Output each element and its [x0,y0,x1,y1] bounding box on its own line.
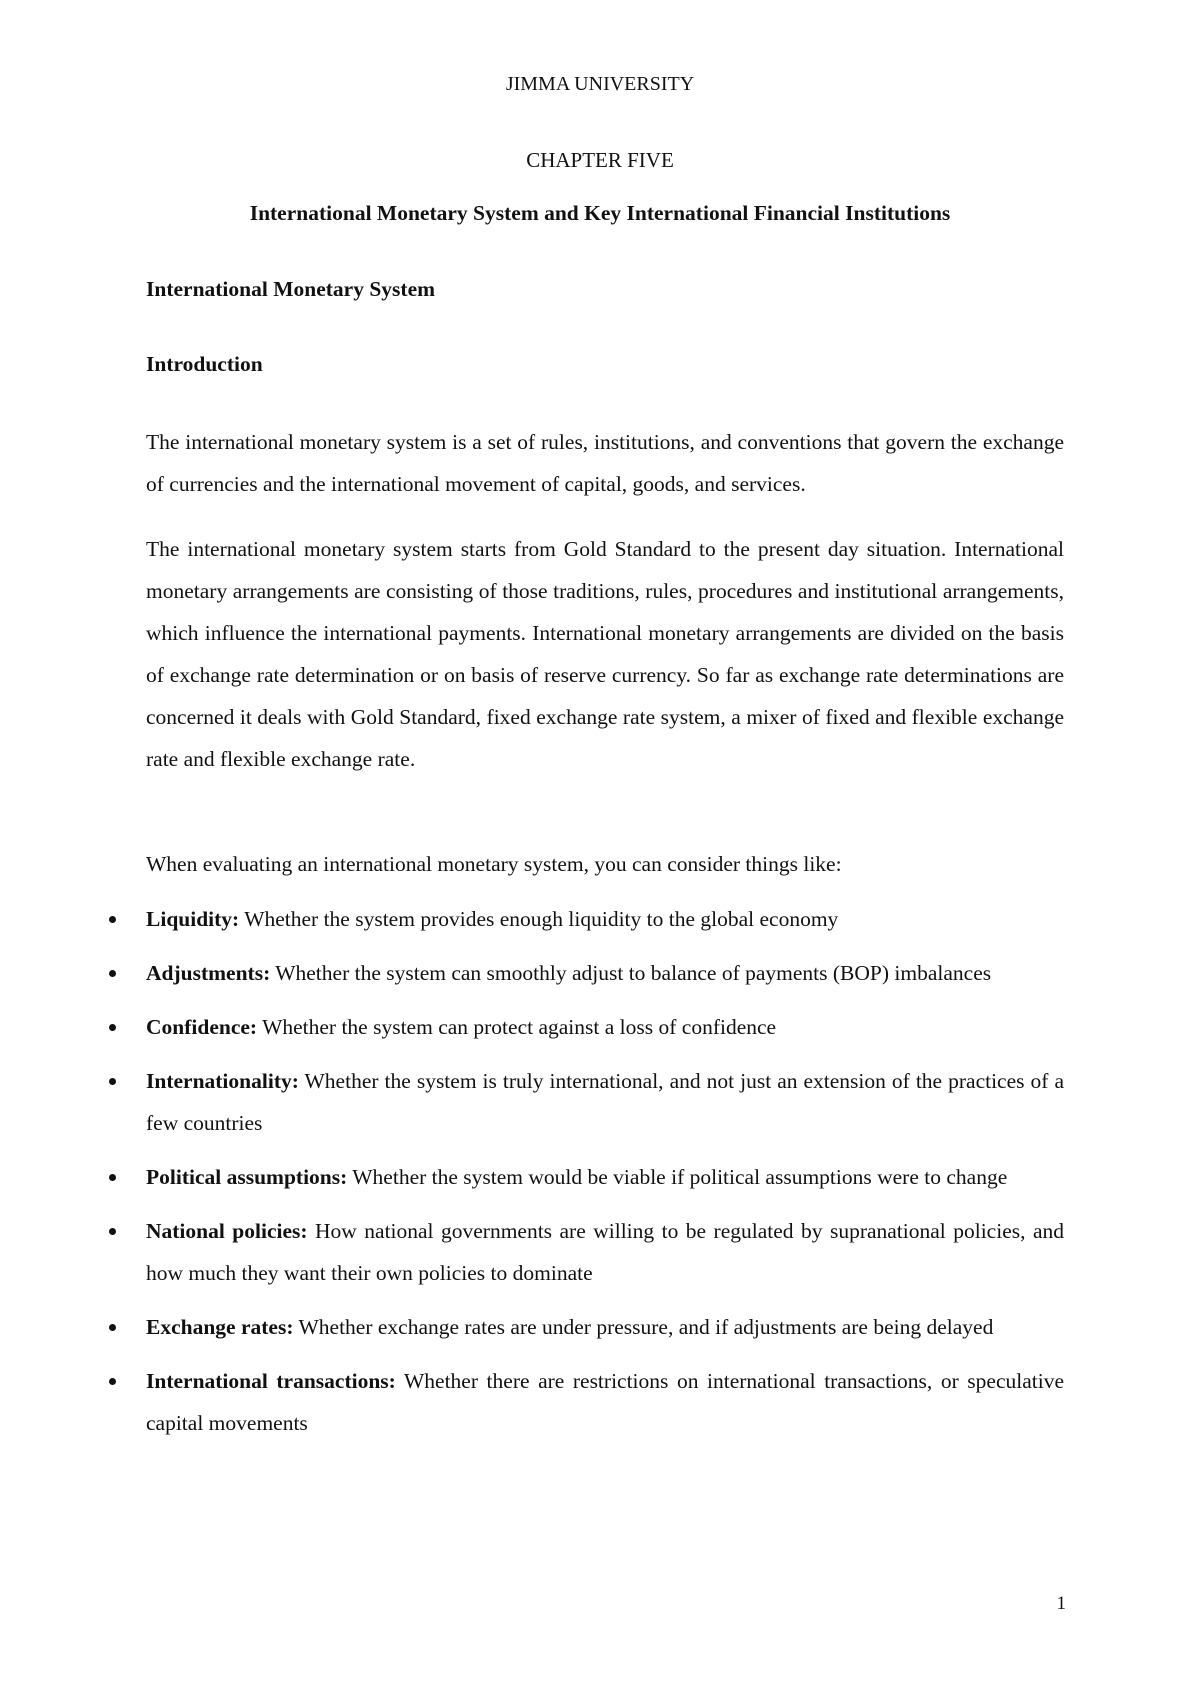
list-item [0,1360,1064,1444]
chapter-label: CHAPTER FIVE [526,148,674,172]
bullet-icon [109,1078,116,1085]
university-name: JIMMA UNIVERSITY [505,73,695,95]
criterion-text: Whether the system can smoothly adjust to balance of payments (BOP) imbalances [270,961,992,985]
list-item [0,1210,1064,1294]
criterion-term: National policies: [146,1219,308,1243]
criterion-term: International transactions: [146,1369,396,1393]
criterion-text: How national governments are willing to be regulated by supranational policies, and how much they want their own policies to dominate [146,1219,1064,1285]
section-heading: International Monetary System [146,277,436,301]
criterion-text: Whether there are restrictions on international transactions, or speculative capital movements [146,1369,1064,1435]
paragraph-definition: The international monetary system is a set of rules, institutions, and conventions that govern the exchange of currencies and the international movement of capital, goods, and services. [146,430,1064,496]
list-item [0,1006,1064,1048]
criterion-text: Whether the system provides enough liquidity to the global economy [239,907,839,931]
page-number: 1 [1056,1593,1066,1614]
list-item [0,898,1064,940]
criterion-term: Liquidity: [146,907,240,931]
bullet-icon [109,1324,116,1331]
paragraph-history: The international monetary system starts from Gold Standard to the present day situation. International monetary arrangements are consisting of those traditions, rules, procedures and institutional arrangements, which influence the international payments. International monetary arrangements are divided on the basis of exchange rate determination or on basis of reserve currency. So far as exchange rate determinations are concerned it deals with Gold Standard, fixed exchange rate system, a mixer of fixed and flexible exchange rate and flexible exchange rate. [146,537,1064,771]
criterion-term: Exchange rates: [146,1315,294,1339]
criterion-term: Confidence: [146,1015,258,1039]
criterion-term: Adjustments: [146,961,271,985]
bullet-icon [109,1378,116,1385]
list-item [0,952,1064,994]
list-item [0,1306,1064,1348]
paragraph-evaluation-intro: When evaluating an international monetary system, you can consider things like: [146,852,842,876]
criterion-term: Political assumptions: [146,1165,348,1189]
criterion-term: Internationality: [146,1069,299,1093]
criterion-text: Whether the system is truly international, and not just an extension of the practices of a few countries [146,1069,1064,1135]
subsection-heading: Introduction [146,352,263,376]
bullet-icon [109,1174,116,1181]
criterion-text: Whether the system would be viable if political assumptions were to change [347,1165,1008,1189]
bullet-icon [109,916,116,923]
criterion-text: Whether exchange rates are under pressure, and if adjustments are being delayed [293,1315,994,1339]
criteria-list [0,898,1200,1456]
bullet-icon [109,970,116,977]
bullet-icon [109,1228,116,1235]
bullet-icon [109,1024,116,1031]
list-item [0,1060,1064,1144]
criterion-text: Whether the system can protect against a loss of confidence [257,1015,777,1039]
chapter-title: International Monetary System and Key International Financial Institutions [249,201,951,225]
list-item [0,1156,1064,1198]
